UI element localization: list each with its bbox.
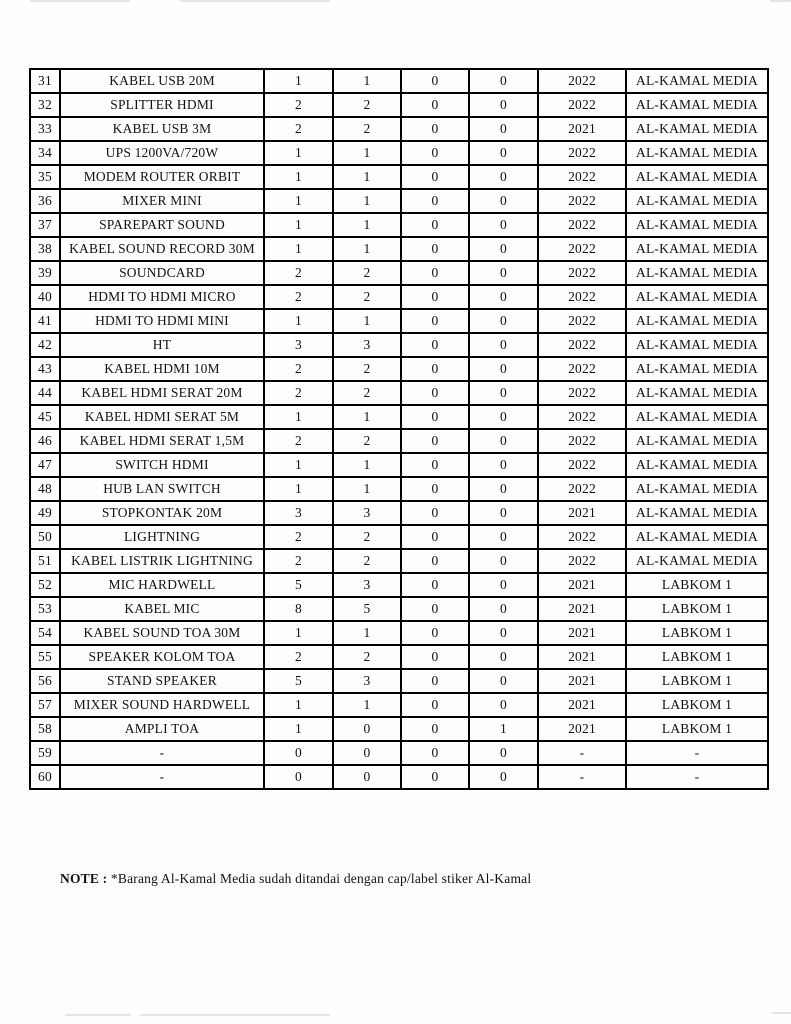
table-cell: LABKOM 1 [626, 573, 768, 597]
table-cell: 5 [264, 573, 333, 597]
table-cell: LABKOM 1 [626, 621, 768, 645]
table-cell: 0 [469, 237, 538, 261]
table-cell: 2022 [538, 549, 626, 573]
table-cell: 0 [469, 165, 538, 189]
table-cell: 2022 [538, 141, 626, 165]
table-cell: 0 [401, 453, 469, 477]
table-cell: AL-KAMAL MEDIA [626, 141, 768, 165]
table-cell: 0 [401, 597, 469, 621]
table-cell: 0 [469, 597, 538, 621]
table-cell: 0 [469, 741, 538, 765]
table-cell: 57 [30, 693, 60, 717]
table-cell: 47 [30, 453, 60, 477]
table-row [30, 645, 768, 669]
table-cell: 2022 [538, 69, 626, 93]
table-cell: 40 [30, 285, 60, 309]
table-cell: AL-KAMAL MEDIA [626, 237, 768, 261]
table-cell: 2022 [538, 429, 626, 453]
table-cell: 2022 [538, 405, 626, 429]
table-cell: SPEAKER KOLOM TOA [60, 645, 264, 669]
table-cell: 0 [469, 693, 538, 717]
table-row [30, 429, 768, 453]
table-cell: 1 [264, 237, 333, 261]
table-cell: MIC HARDWELL [60, 573, 264, 597]
table-cell: STAND SPEAKER [60, 669, 264, 693]
table-row [30, 333, 768, 357]
table-cell: 34 [30, 141, 60, 165]
table-cell: 2 [264, 525, 333, 549]
table-cell: 49 [30, 501, 60, 525]
table-cell: 0 [401, 237, 469, 261]
table-cell: 3 [264, 501, 333, 525]
table-row [30, 309, 768, 333]
scan-artifact [30, 0, 130, 2]
table-cell: 2 [264, 381, 333, 405]
table-cell: 39 [30, 261, 60, 285]
table-cell: 54 [30, 621, 60, 645]
table-cell: 0 [469, 477, 538, 501]
table-cell: 1 [333, 213, 401, 237]
table-cell: 3 [333, 669, 401, 693]
table-cell: HDMI TO HDMI MINI [60, 309, 264, 333]
table-row [30, 621, 768, 645]
table-cell: 2022 [538, 477, 626, 501]
table-cell: MIXER MINI [60, 189, 264, 213]
table-cell: 0 [401, 645, 469, 669]
table-cell: 2021 [538, 501, 626, 525]
table-cell: 46 [30, 429, 60, 453]
table-cell: 2 [333, 549, 401, 573]
table-cell: 0 [469, 429, 538, 453]
table-cell: AL-KAMAL MEDIA [626, 93, 768, 117]
table-cell: 0 [401, 717, 469, 741]
table-cell: KABEL MIC [60, 597, 264, 621]
table-cell: KABEL LISTRIK LIGHTNING [60, 549, 264, 573]
table-cell: 0 [401, 189, 469, 213]
table-cell: 52 [30, 573, 60, 597]
table-cell: 2 [264, 117, 333, 141]
table-cell: 0 [401, 285, 469, 309]
table-cell: LABKOM 1 [626, 597, 768, 621]
table-cell: 5 [264, 669, 333, 693]
table-cell: 35 [30, 165, 60, 189]
table-cell: AL-KAMAL MEDIA [626, 69, 768, 93]
table-row [30, 189, 768, 213]
table-cell: 1 [264, 477, 333, 501]
table-cell: 1 [264, 621, 333, 645]
table-cell: 2022 [538, 525, 626, 549]
scan-artifact [770, 0, 791, 2]
table-cell: 42 [30, 333, 60, 357]
table-cell: 1 [333, 405, 401, 429]
table-cell: 1 [333, 477, 401, 501]
table-cell: 50 [30, 525, 60, 549]
table-cell: 0 [401, 525, 469, 549]
table-cell: 33 [30, 117, 60, 141]
table-row [30, 261, 768, 285]
table-cell: AL-KAMAL MEDIA [626, 381, 768, 405]
table-cell: 2 [333, 357, 401, 381]
table-cell: 0 [469, 189, 538, 213]
table-cell: 2021 [538, 717, 626, 741]
table-cell: 2 [264, 645, 333, 669]
table-cell: 2021 [538, 573, 626, 597]
table-cell: 0 [401, 501, 469, 525]
table-cell: 1 [264, 69, 333, 93]
table-cell: AL-KAMAL MEDIA [626, 549, 768, 573]
table-cell: 2022 [538, 453, 626, 477]
scan-artifact [140, 1014, 330, 1016]
table-cell: AL-KAMAL MEDIA [626, 429, 768, 453]
table-cell: AL-KAMAL MEDIA [626, 525, 768, 549]
table-cell: 2021 [538, 693, 626, 717]
table-cell: AL-KAMAL MEDIA [626, 261, 768, 285]
table-cell: AL-KAMAL MEDIA [626, 357, 768, 381]
table-cell: KABEL HDMI 10M [60, 357, 264, 381]
table-cell: 3 [333, 501, 401, 525]
table-cell: MIXER SOUND HARDWELL [60, 693, 264, 717]
table-cell: 2022 [538, 93, 626, 117]
table-cell: 51 [30, 549, 60, 573]
table-cell: LABKOM 1 [626, 645, 768, 669]
table-cell: 0 [401, 213, 469, 237]
table-cell: 1 [264, 453, 333, 477]
table-cell: AL-KAMAL MEDIA [626, 213, 768, 237]
table-row [30, 117, 768, 141]
table-cell: KABEL HDMI SERAT 5M [60, 405, 264, 429]
table-cell: AL-KAMAL MEDIA [626, 285, 768, 309]
table-cell: 0 [469, 381, 538, 405]
table-cell: 1 [264, 693, 333, 717]
table-cell: 0 [401, 261, 469, 285]
table-row [30, 141, 768, 165]
table-cell: - [60, 741, 264, 765]
inventory-table-body [30, 69, 768, 789]
table-cell: 37 [30, 213, 60, 237]
table-cell: 59 [30, 741, 60, 765]
scan-artifact [65, 1014, 131, 1016]
table-cell: 41 [30, 309, 60, 333]
table-cell: AL-KAMAL MEDIA [626, 333, 768, 357]
table-cell: 0 [401, 573, 469, 597]
table-cell: AL-KAMAL MEDIA [626, 477, 768, 501]
table-cell: 2022 [538, 237, 626, 261]
table-row [30, 573, 768, 597]
table-cell: 0 [469, 309, 538, 333]
table-cell: 0 [333, 717, 401, 741]
table-cell: 0 [469, 453, 538, 477]
table-cell: 0 [469, 333, 538, 357]
table-cell: 2021 [538, 669, 626, 693]
table-cell: 0 [469, 621, 538, 645]
table-row [30, 501, 768, 525]
table-cell: LABKOM 1 [626, 669, 768, 693]
table-cell: AL-KAMAL MEDIA [626, 165, 768, 189]
table-cell: 36 [30, 189, 60, 213]
table-cell: 1 [469, 717, 538, 741]
table-row [30, 525, 768, 549]
inventory-table [29, 68, 769, 790]
table-cell: 0 [401, 333, 469, 357]
table-cell: 56 [30, 669, 60, 693]
table-cell: KABEL USB 3M [60, 117, 264, 141]
table-cell: 0 [333, 741, 401, 765]
table-cell: 0 [469, 525, 538, 549]
table-cell: 2 [264, 261, 333, 285]
table-row [30, 477, 768, 501]
table-cell: HDMI TO HDMI MICRO [60, 285, 264, 309]
table-cell: KABEL SOUND TOA 30M [60, 621, 264, 645]
table-cell: LIGHTNING [60, 525, 264, 549]
table-cell: 0 [401, 429, 469, 453]
table-cell: 0 [401, 549, 469, 573]
table-row [30, 765, 768, 789]
table-cell: 0 [469, 261, 538, 285]
table-cell: 1 [264, 309, 333, 333]
table-cell: 1 [264, 165, 333, 189]
table-cell: 1 [333, 621, 401, 645]
table-cell: 44 [30, 381, 60, 405]
table-row [30, 357, 768, 381]
table-cell: 2 [333, 261, 401, 285]
table-cell: 0 [469, 93, 538, 117]
table-cell: 1 [333, 165, 401, 189]
table-cell: KABEL SOUND RECORD 30M [60, 237, 264, 261]
table-row [30, 741, 768, 765]
table-cell: 1 [264, 189, 333, 213]
table-cell: - [626, 741, 768, 765]
scan-artifact [772, 1012, 791, 1014]
table-cell: 2 [333, 381, 401, 405]
table-cell: 2 [264, 93, 333, 117]
table-cell: KABEL USB 20M [60, 69, 264, 93]
table-cell: 0 [401, 357, 469, 381]
table-cell: 0 [401, 93, 469, 117]
table-cell: 2022 [538, 261, 626, 285]
table-cell: 32 [30, 93, 60, 117]
table-cell: 0 [401, 693, 469, 717]
note-text: *Barang Al-Kamal Media sudah ditandai dengan cap/label stiker Al-Kamal [107, 871, 532, 886]
table-cell: 0 [401, 141, 469, 165]
table-cell: 55 [30, 645, 60, 669]
table-cell: 3 [333, 333, 401, 357]
table-cell: 0 [401, 477, 469, 501]
table-cell: AL-KAMAL MEDIA [626, 405, 768, 429]
table-cell: 0 [469, 501, 538, 525]
table-cell: 0 [401, 765, 469, 789]
table-cell: 0 [469, 765, 538, 789]
table-cell: 2 [264, 357, 333, 381]
table-cell: 0 [469, 213, 538, 237]
table-cell: 0 [401, 117, 469, 141]
table-cell: 2022 [538, 357, 626, 381]
table-cell: AMPLI TOA [60, 717, 264, 741]
table-cell: SOUNDCARD [60, 261, 264, 285]
table-cell: AL-KAMAL MEDIA [626, 501, 768, 525]
table-cell: MODEM ROUTER ORBIT [60, 165, 264, 189]
table-cell: 2022 [538, 189, 626, 213]
table-cell: 2022 [538, 213, 626, 237]
table-cell: 1 [333, 309, 401, 333]
table-cell: 3 [333, 573, 401, 597]
table-cell: AL-KAMAL MEDIA [626, 309, 768, 333]
table-cell: 31 [30, 69, 60, 93]
table-cell: 2 [333, 285, 401, 309]
table-cell: 2022 [538, 381, 626, 405]
table-cell: SPLITTER HDMI [60, 93, 264, 117]
table-cell: 2021 [538, 621, 626, 645]
table-cell: 0 [469, 357, 538, 381]
table-cell: 2 [333, 93, 401, 117]
table-cell: 0 [469, 669, 538, 693]
table-cell: STOPKONTAK 20M [60, 501, 264, 525]
table-cell: HUB LAN SWITCH [60, 477, 264, 501]
table-cell: 0 [401, 741, 469, 765]
table-cell: 2021 [538, 117, 626, 141]
table-cell: AL-KAMAL MEDIA [626, 117, 768, 141]
table-cell: 45 [30, 405, 60, 429]
table-row [30, 405, 768, 429]
table-cell: LABKOM 1 [626, 693, 768, 717]
table-cell: 2 [333, 525, 401, 549]
table-cell: 1 [333, 453, 401, 477]
table-cell: 0 [401, 309, 469, 333]
table-cell: 48 [30, 477, 60, 501]
table-cell: 60 [30, 765, 60, 789]
table-cell: 2022 [538, 165, 626, 189]
table-cell: 1 [264, 717, 333, 741]
table-cell: SWITCH HDMI [60, 453, 264, 477]
table-cell: 1 [264, 141, 333, 165]
table-cell: 0 [469, 549, 538, 573]
table-cell: 2021 [538, 645, 626, 669]
table-cell: 2 [264, 429, 333, 453]
scan-artifact [180, 0, 330, 2]
table-row [30, 669, 768, 693]
table-cell: 0 [264, 741, 333, 765]
table-row [30, 597, 768, 621]
table-cell: 0 [401, 381, 469, 405]
table-cell: 1 [264, 213, 333, 237]
table-row [30, 381, 768, 405]
table-cell: KABEL HDMI SERAT 20M [60, 381, 264, 405]
table-row [30, 213, 768, 237]
table-cell: 8 [264, 597, 333, 621]
table-cell: KABEL HDMI SERAT 1,5M [60, 429, 264, 453]
table-row [30, 285, 768, 309]
table-cell: 0 [264, 765, 333, 789]
table-cell: 1 [264, 405, 333, 429]
table-cell: 0 [469, 405, 538, 429]
table-row [30, 453, 768, 477]
table-cell: 0 [469, 117, 538, 141]
table-row [30, 165, 768, 189]
table-cell: 0 [469, 285, 538, 309]
table-cell: HT [60, 333, 264, 357]
table-cell: 1 [333, 69, 401, 93]
table-cell: AL-KAMAL MEDIA [626, 453, 768, 477]
table-cell: 2 [333, 429, 401, 453]
table-cell: 2 [333, 117, 401, 141]
table-cell: 43 [30, 357, 60, 381]
footer-note [60, 871, 531, 887]
table-cell: 53 [30, 597, 60, 621]
table-row [30, 717, 768, 741]
table-row [30, 549, 768, 573]
table-cell: 1 [333, 141, 401, 165]
table-cell: 0 [401, 165, 469, 189]
table-cell: 1 [333, 189, 401, 213]
table-cell: 2 [333, 645, 401, 669]
table-cell: 3 [264, 333, 333, 357]
table-cell: 5 [333, 597, 401, 621]
table-row [30, 93, 768, 117]
table-cell: 1 [333, 693, 401, 717]
table-cell: - [626, 765, 768, 789]
table-cell: 0 [469, 141, 538, 165]
table-cell: - [538, 765, 626, 789]
note-label: NOTE : [60, 871, 108, 886]
table-cell: 58 [30, 717, 60, 741]
table-cell: AL-KAMAL MEDIA [626, 189, 768, 213]
table-cell: 0 [469, 645, 538, 669]
table-cell: 2021 [538, 597, 626, 621]
table-cell: 2022 [538, 285, 626, 309]
table-row [30, 69, 768, 93]
table-cell: 0 [469, 69, 538, 93]
table-cell: 0 [333, 765, 401, 789]
table-row [30, 693, 768, 717]
table-cell: - [60, 765, 264, 789]
table-cell: 2022 [538, 333, 626, 357]
table-cell: 0 [469, 573, 538, 597]
table-cell: 2 [264, 285, 333, 309]
table-cell: 0 [401, 669, 469, 693]
table-cell: UPS 1200VA/720W [60, 141, 264, 165]
table-cell: 38 [30, 237, 60, 261]
table-cell: - [538, 741, 626, 765]
table-cell: 0 [401, 69, 469, 93]
table-row [30, 237, 768, 261]
table-cell: 0 [401, 405, 469, 429]
table-cell: LABKOM 1 [626, 717, 768, 741]
table-cell: 0 [401, 621, 469, 645]
table-cell: SPAREPART SOUND [60, 213, 264, 237]
table-cell: 2022 [538, 309, 626, 333]
table-cell: 2 [264, 549, 333, 573]
table-cell: 1 [333, 237, 401, 261]
